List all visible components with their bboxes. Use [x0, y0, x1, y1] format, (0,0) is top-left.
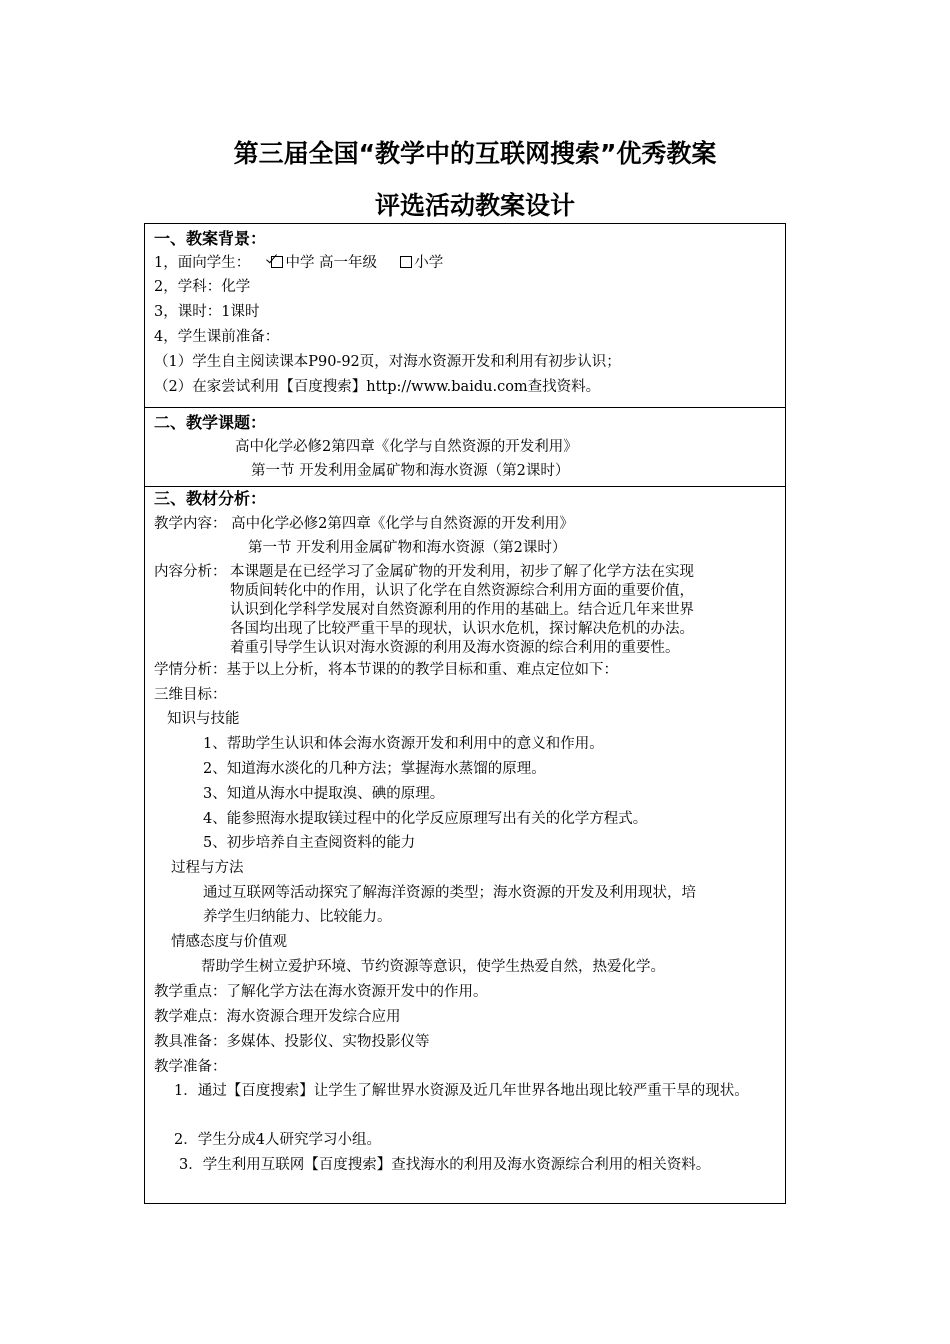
- document-title-line2: 评选活动教案设计: [374, 191, 575, 220]
- analysis-line: 本课题是在已经学习了金属矿物的开发利用，初步了解了化学方法在实现: [230, 564, 694, 580]
- content-line-1: 教学内容： 高中化学必修2第四章《化学与自然资源的开发利用》: [154, 516, 574, 532]
- analysis-line: 着重引导学生认识对海水资源的利用及海水资源的综合利用的重要性。: [230, 640, 680, 656]
- subject-line: 2，学科：化学: [154, 279, 251, 295]
- topic-line-1: 高中化学必修2第四章《化学与自然资源的开发利用》: [235, 439, 578, 455]
- section-topic: [144, 407, 786, 487]
- section-background: [144, 223, 786, 408]
- section-heading: 三、教材分析：: [154, 489, 267, 508]
- goal-heading-knowledge: 知识与技能: [167, 711, 240, 727]
- goals-label: 三维目标：: [154, 687, 227, 703]
- analysis-label: 内容分析：: [154, 564, 227, 580]
- document-title-line1: 第三届全国“教学中的互联网搜索”优秀教案: [233, 139, 717, 168]
- key-point-line: 教学重点：了解化学方法在海水资源开发中的作用。: [154, 984, 488, 1000]
- difficulty-line: 教学难点：海水资源合理开发综合应用: [154, 1009, 401, 1025]
- section-heading: 二、教学课题：: [154, 413, 267, 432]
- process-line: 养学生归纳能力、比较能力。: [203, 909, 392, 925]
- section-heading: 一、教案背景：: [154, 229, 267, 248]
- checkbox-unchecked-icon: [400, 256, 412, 268]
- knowledge-item: 5、初步培养自主查阅资料的能力: [203, 835, 416, 851]
- attitude-line: 帮助学生树立爱护环境、节约资源等意识，使学生热爱自然，热爱化学。: [201, 959, 665, 975]
- topic-line-2: 第一节 开发利用金属矿物和海水资源（第2课时）: [251, 463, 570, 479]
- knowledge-item: 4、能参照海水提取镁过程中的化学反应原理写出有关的化学方程式。: [203, 811, 648, 827]
- teaching-prep-item: 3．学生利用互联网【百度搜索】查找海水的利用及海水资源综合利用的相关资料。: [179, 1157, 711, 1173]
- teaching-aids-line: 教具准备：多媒体、投影仪、实物投影仪等: [154, 1034, 430, 1050]
- goal-heading-process: 过程与方法: [171, 860, 244, 876]
- preparation-item-2: （2）在家尝试利用【百度搜索】http://www.baidu.com查找资料。: [154, 379, 601, 395]
- preparation-item-1: （1）学生自主阅读课本P90-92页，对海水资源开发和利用有初步认识；: [154, 354, 621, 370]
- goal-heading-attitude: 情感态度与价值观: [171, 934, 287, 950]
- teaching-prep-item: 2．学生分成4人研究学习小组。: [174, 1132, 381, 1148]
- analysis-line: 物质间转化中的作用，认识了化学在自然资源综合利用方面的重要价值，: [230, 583, 694, 599]
- audience-label: 1，面向学生：: [154, 255, 251, 271]
- analysis-line: 各国均出现了比较严重干旱的现状，认识水危机，探讨解决危机的办法。: [230, 621, 694, 637]
- lesson-hours-line: 3，课时：1课时: [154, 304, 260, 320]
- teaching-prep-label: 教学准备：: [154, 1059, 227, 1075]
- section-material-analysis: [144, 486, 786, 1204]
- process-line: 通过互联网等活动探究了解海洋资源的类型；海水资源的开发及利用现状，培: [203, 885, 696, 901]
- knowledge-item: 1、帮助学生认识和体会海水资源开发和利用中的意义和作用。: [203, 736, 604, 752]
- knowledge-item: 2、知道海水淡化的几种方法；掌握海水蒸馏的原理。: [203, 761, 546, 777]
- content-line-2: 第一节 开发利用金属矿物和海水资源（第2课时）: [248, 540, 567, 556]
- analysis-line: 认识到化学科学发展对自然资源利用的作用的基础上。结合近几年来世界: [230, 602, 694, 618]
- knowledge-item: 3、知道从海水中提取溴、碘的原理。: [203, 786, 445, 802]
- preparation-line: 4，学生课前准备：: [154, 329, 280, 345]
- audience-option-middle-school: 中学 高一年级: [285, 255, 378, 271]
- audience-option-primary-school: 小学: [414, 255, 444, 271]
- checkbox-checked-icon: [271, 256, 283, 268]
- audience-line: [154, 253, 443, 273]
- teaching-prep-item: 1．通过【百度搜索】让学生了解世界水资源及近几年世界各地出现比较严重干旱的现状。: [174, 1083, 749, 1099]
- student-analysis-line: 学情分析：基于以上分析，将本节课的的教学目标和重、难点定位如下：: [154, 662, 618, 678]
